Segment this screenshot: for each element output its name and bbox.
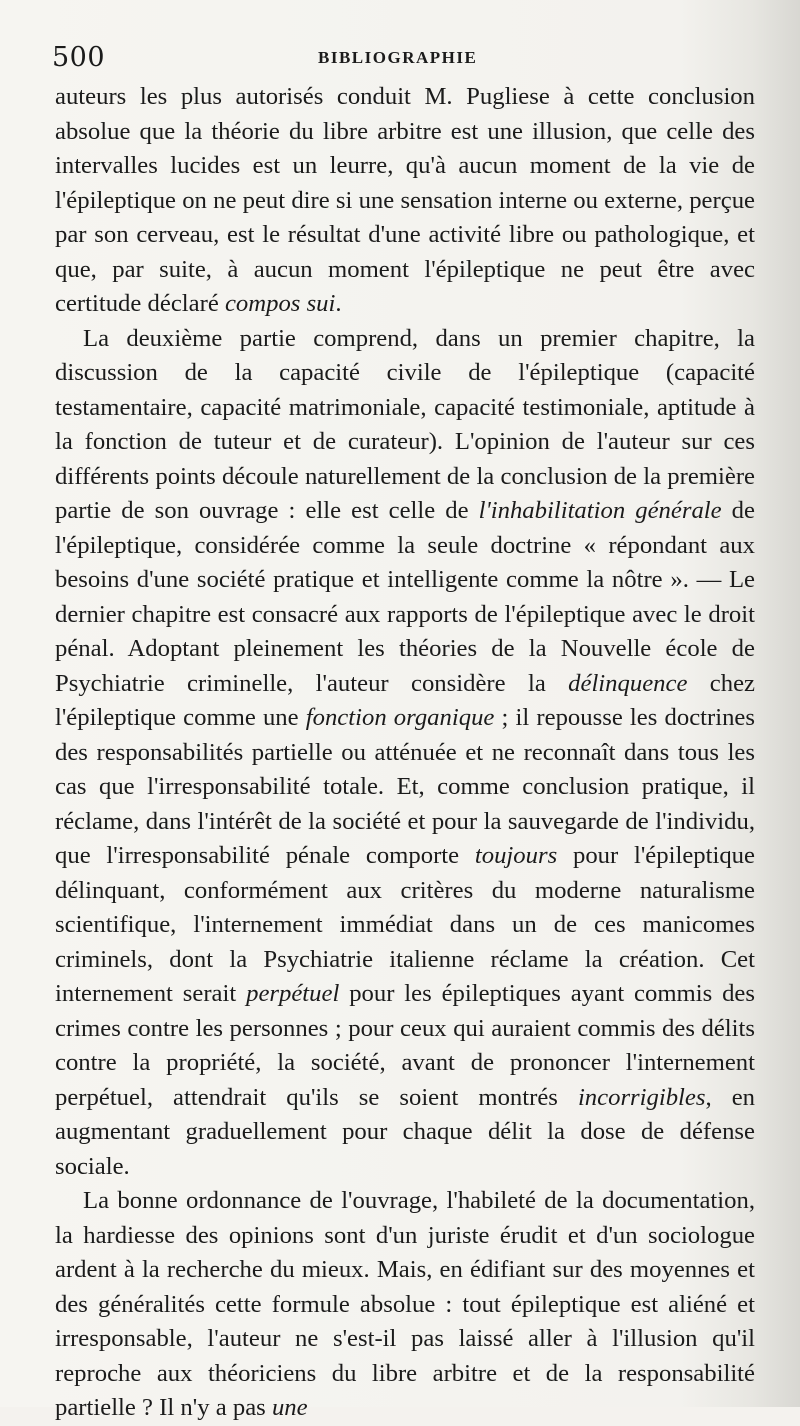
text-run: La bonne ordonnance de l'ouvrage, l'habileté de la documentation, la hardiesse des opinions sont d'un juriste érudit et d'un sociologue ardent à la recherche du mieux. Mais, en édifiant sur des moyennes et des généralités cette formule absolue : tout épileptique est aliéné et irresponsable, l'auteur ne s'est-il pas laissé aller à l'illusion qu'il reproche aux théoriciens du libre arbitre et de la responsabilité partielle ? Il n'y a pas	[55, 1187, 755, 1421]
text-run: .	[335, 290, 342, 317]
text-run: de l'épileptique, considérée comme la seule doctrine « répondant aux besoins d'une société pratique et intelligente comme la nôtre ». — Le dernier chapitre est consacré aux rapports de l'épileptique avec le droit pénal. Adoptant pleinement les théories de la Nouvelle école de Psychiatrie criminelle, l'auteur considère la	[55, 497, 755, 697]
italic-text: compos sui	[224, 290, 336, 317]
text-run: chez l'épileptique comme une	[55, 669, 755, 731]
italic-text: fonction organique	[305, 704, 495, 731]
italic-text: délinquence	[568, 669, 688, 697]
text-run: auteurs les plus autorisés conduit M. Pugliese à cette conclusion absolue que la théorie du libre arbitre est une illusion, que celle des intervalles lucides est un leurre, qu'à aucun moment de la vie de l'épileptique on ne peut dire si une sensation interne ou externe, perçue par son cerveau, est le résultat d'une activité libre ou pathologique, et que, par suite, à aucun moment l'épileptique ne peut être avec certitude déclaré	[55, 83, 755, 317]
italic-text: l'inhabilitation générale	[478, 497, 722, 524]
paragraph	[55, 322, 755, 1185]
text-run: pour l'épileptique délinquant, conformément aux critères du moderne naturalisme scientifique, l'internement immédiat dans un de ces manicomes criminels, dont la Psychiatrie italienne réclame la création. Cet internement serait	[55, 842, 755, 1007]
italic-text: une	[271, 1394, 308, 1421]
running-head: BIBLIOGRAPHIE	[318, 48, 478, 67]
italic-text: perpétuel	[246, 980, 340, 1007]
paragraph	[55, 80, 755, 322]
text-run: pour les épileptiques ayant commis des crimes contre les personnes ; pour ceux qui auraient commis des délits contre la propriété, la société, avant de prononcer l'internement perpétuel, attendrait qu'ils se soient montrés	[55, 980, 755, 1111]
text-run: , en augmentant graduellement pour chaque délit la dose de défense sociale.	[55, 1083, 755, 1180]
italic-text: incorrigibles	[577, 1083, 706, 1111]
page-number: 500	[52, 42, 106, 73]
text-run: La deuxième partie comprend, dans un premier chapitre, la discussion de la capacité civile de l'épileptique (capacité testamentaire, capacité matrimoniale, capacité testimoniale, aptitude à la fonction de tuteur et de curateur). L'opinion de l'auteur sur ces différents points découle naturellement de la conclusion de la première partie de son ouvrage : elle est celle de	[55, 324, 755, 524]
body-text	[55, 80, 755, 1426]
page-header	[52, 38, 740, 78]
text-run: ; il repousse les doctrines des responsabilités partielle ou atténuée et ne reconnaît dans tous les cas que l'irresponsabilité totale. Et, comme conclusion pratique, il réclame, dans l'intérêt de la société et pour la sauvegarde de l'individu, que l'irresponsabilité pénale comporte	[55, 704, 755, 869]
paragraph	[55, 1184, 755, 1426]
italic-text: toujours	[474, 842, 558, 869]
